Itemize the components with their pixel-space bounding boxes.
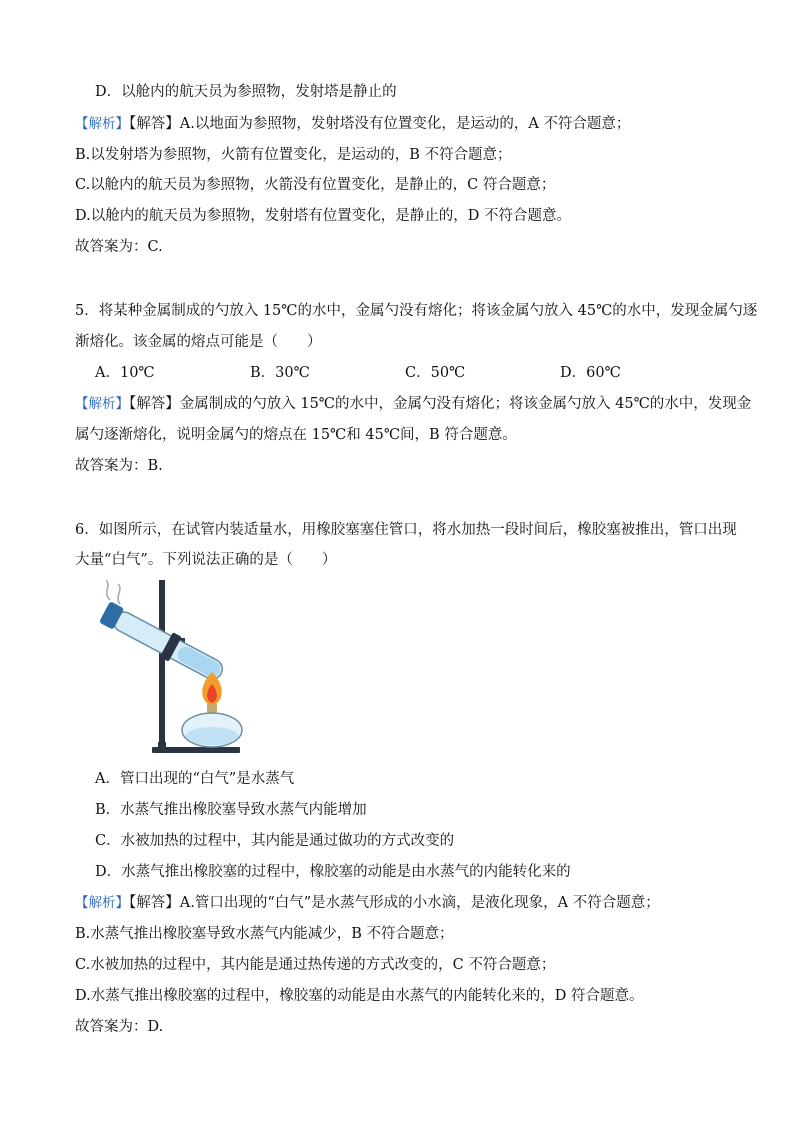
analysis-tag: 【解析】 bbox=[75, 116, 129, 132]
lamp-fuel bbox=[186, 727, 238, 745]
test-tube-heating-apparatus-illustration bbox=[92, 580, 252, 758]
steam-wisp bbox=[106, 580, 110, 600]
q5-option-c: C．50℃ bbox=[405, 365, 466, 381]
q4-option-d: D．以舱内的航天员为参照物，发射塔是静止的 bbox=[95, 84, 397, 100]
analysis-tag: 【解析】 bbox=[75, 895, 129, 911]
q5-analysis-line-1 bbox=[75, 394, 751, 414]
q6-analysis-line-4: D.水蒸气推出橡胶塞的过程中，橡胶塞的动能是由水蒸气的内能转化来的，D 符合题意。 bbox=[75, 988, 644, 1004]
q5-option-a: A．10℃ bbox=[95, 365, 155, 381]
q4-conclusion: 故答案为：C. bbox=[75, 239, 163, 255]
q6-stem-line-1: 6．如图所示，在试管内装适量水，用橡胶塞塞住管口，将水加热一段时间后，橡胶塞被推出，管口出现 bbox=[75, 522, 737, 538]
q5-stem-line-2: 渐熔化。该金属的熔点可能是（ ） bbox=[75, 334, 322, 350]
q6-analysis-line-2: B.水蒸气推出橡胶塞导致水蒸气内能减少，B 不符合题意； bbox=[75, 926, 454, 942]
analysis-tag: 【解析】 bbox=[75, 396, 129, 412]
q6-option-c: C．水被加热的过程中，其内能是通过做功的方式改变的 bbox=[95, 833, 455, 849]
q6-analysis-line-3: C.水被加热的过程中，其内能是通过热传递的方式改变的，C 不符合题意； bbox=[75, 957, 556, 973]
q6-option-d: D．水蒸气推出橡胶塞的过程中，橡胶塞的动能是由水蒸气的内能转化来的 bbox=[95, 864, 571, 880]
q6-analysis-line-1 bbox=[75, 893, 660, 913]
q4-analysis-text-1: A.以地面为参照物，发射塔没有位置变化，是运动的，A 不符合题意； bbox=[179, 116, 631, 132]
answer-tag: 【解答】 bbox=[129, 116, 180, 132]
answer-tag: 【解答】 bbox=[129, 895, 180, 911]
q6-option-b: B．水蒸气推出橡胶塞导致水蒸气内能增加 bbox=[95, 802, 367, 818]
q4-analysis-line-4: D.以舱内的航天员为参照物，发射塔有位置变化，是静止的，D 不符合题意。 bbox=[75, 208, 571, 224]
q6-analysis-text-1: A.管口出现的“白气”是水蒸气形成的小水滴，是液化现象，A 不符合题意； bbox=[179, 895, 660, 911]
answer-tag: 【解答】 bbox=[129, 396, 180, 412]
figure-svg bbox=[92, 580, 252, 758]
q5-option-b: B．30℃ bbox=[250, 365, 310, 381]
q5-stem-line-1: 5．将某种金属制成的勺放入 15℃的水中，金属勺没有熔化；将该金属勺放入 45℃的水中，发现金属勺逐 bbox=[75, 303, 758, 319]
stand-rod bbox=[159, 580, 165, 745]
q5-analysis-line-2: 属勺逐渐熔化，说明金属勺的熔点在 15℃和 45℃间，B 符合题意。 bbox=[75, 427, 517, 443]
q4-analysis-line-3: C.以舱内的航天员为参照物，火箭没有位置变化，是静止的，C 符合题意； bbox=[75, 177, 556, 193]
q4-analysis-line-2: B.以发射塔为参照物，火箭有位置变化，是运动的，B 不符合题意； bbox=[75, 147, 512, 163]
q5-conclusion: 故答案为：B. bbox=[75, 458, 163, 474]
q6-conclusion: 故答案为：D. bbox=[75, 1019, 164, 1035]
q6-stem-line-2: 大量“白气”。下列说法正确的是（ ） bbox=[75, 552, 337, 568]
steam-wisp bbox=[118, 584, 120, 604]
tube-water bbox=[175, 644, 223, 680]
q4-analysis-line-1 bbox=[75, 114, 630, 134]
q5-option-d: D．60℃ bbox=[560, 365, 621, 381]
q5-analysis-text-1: 金属制成的勺放入 15℃的水中，金属勺没有熔化；将该金属勺放入 45℃的水中，发现金 bbox=[179, 396, 752, 412]
q5-options bbox=[95, 363, 715, 383]
q6-option-a: A．管口出现的“白气”是水蒸气 bbox=[95, 771, 295, 787]
